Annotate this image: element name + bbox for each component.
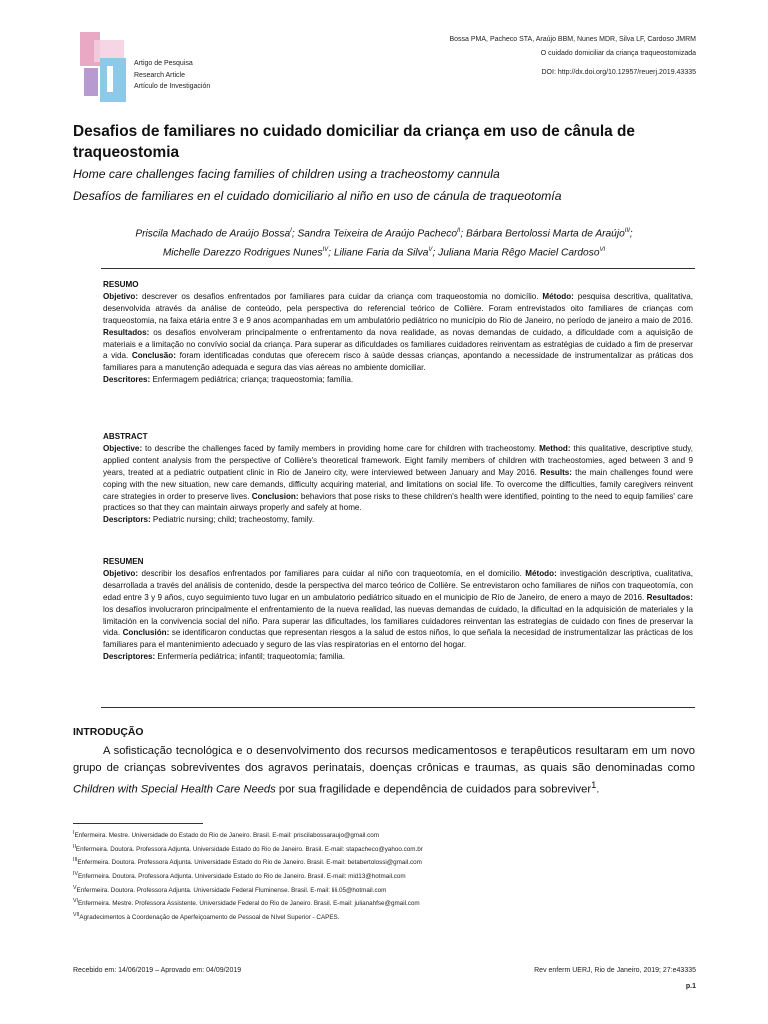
author-separator: ; [328, 247, 334, 259]
footnote-mark: II [73, 843, 76, 850]
footnote [73, 883, 633, 897]
author-name: Liliane Faria da Silva [333, 247, 429, 259]
footnote [73, 869, 633, 883]
footnote-text: Enfermeira. Doutora. Professora Adjunta. Universidade Federal Fluminense. Brasil. E-mail: lili.05@hotmail.com [76, 886, 387, 894]
abstract-en [103, 431, 693, 526]
footnote-mark: III [73, 857, 78, 864]
abstract-text: describir los desafíos enfrentados por familiares para cuidar al niño con traqueotomía, en el domicilio. [138, 568, 526, 578]
abstract-label: Objective: [103, 443, 143, 453]
footnote-mark: VII [73, 912, 80, 919]
running-header [449, 33, 696, 80]
abstract-text: this qualitative, descriptive study, applied content analysis from the perspective of Collière's theoretical framework. Eight family members of children with tracheostomies, aged between 3 and 9 years, treated at a pediatric outpatient clinic in Rio de Janeiro city, were interviewed between January and May 2016. [103, 443, 693, 477]
footnote-text: Enfermeira. Mestre. Professora Assistente. Universidade Federal do Rio de Janeiro. Brasil. E-mail: julianahfse@gmail.com [77, 900, 420, 908]
abstract-body [103, 568, 693, 651]
author-separator: ; [432, 247, 439, 259]
footnote [73, 828, 633, 842]
author-separator: ; [291, 228, 298, 240]
abstract-heading: ABSTRACT [103, 432, 148, 441]
author-name: Juliana Maria Rêgo Maciel Cardoso [438, 247, 600, 259]
footnote-mark: IV [73, 871, 78, 878]
footnote [73, 855, 633, 869]
author-affiliation-mark: V [428, 247, 433, 254]
article-type-es: Artículo de Investigación [134, 83, 211, 90]
article-title-es: Desafíos de familiares en el cuidado domiciliario al niño en uso de cánula de traqueotomía [73, 189, 562, 203]
footnote [73, 896, 633, 910]
abstract-heading: RESUMEN [103, 557, 144, 566]
abstract-label: Objetivo: [103, 568, 139, 578]
page-number: p.1 [685, 983, 696, 990]
abstract-heading: RESUMO [103, 280, 139, 289]
abstract-label: Results: [540, 467, 572, 477]
author-affiliation-mark: I [290, 228, 292, 234]
header-running-title: O cuidado domiciliar da criança traqueostomizada [540, 49, 696, 57]
received-dates: Recebido em: 14/06/2019 – Aprovado em: 04/09/2019 [73, 967, 242, 974]
footnote-rule [73, 823, 203, 824]
keywords-label: Descritores: [103, 375, 151, 385]
abstract-bottom-rule [101, 707, 695, 708]
article-title-en: Home care challenges facing families of children using a tracheostomy cannula [73, 167, 500, 181]
abstract-keywords [103, 651, 693, 663]
abstract-label: Resultados: [103, 327, 150, 337]
abstract-top-rule [101, 268, 695, 269]
abstract-label: Conclusão: [131, 351, 176, 361]
journal-citation: Rev enferm UERJ, Rio de Janeiro, 2019; 27:e43335 [534, 967, 696, 974]
author-name: Priscila Machado de Araújo Bossa [135, 228, 291, 240]
author-affiliation-mark: III [624, 228, 630, 234]
keywords-text: Pediatric nursing; child; tracheostomy, family. [150, 515, 315, 525]
author-affiliation-mark: VI [599, 247, 606, 254]
author-name: Michelle Darezzo Rodrigues Nunes [162, 247, 323, 259]
author-affiliation-mark: II [457, 228, 461, 234]
abstract-keywords [103, 514, 693, 526]
article-type-pt: Artigo de Pesquisa [134, 60, 193, 67]
footnote [73, 910, 633, 924]
intro-term: Children with Special Health Care Needs [73, 783, 276, 796]
footnote-mark: VI [73, 898, 78, 905]
doi-link[interactable]: DOI: http://dx.doi.org/10.12957/reuerj.2019.43335 [541, 69, 696, 76]
author-separator: ; [629, 228, 633, 240]
author-affiliation-mark: IV [322, 247, 329, 254]
article-type-en: Research Article [134, 71, 185, 79]
author-separator: ; [460, 228, 467, 240]
abstract-text: se identificaron conductas que representan riesgos a la salud de estos niños, lo que señala la necesidad de instrumentalizar las prácticas de los familiares para el mantenimiento adecuado y seguro de las vías respiratorias en el entorno del hogar. [103, 628, 693, 650]
abstract-es [103, 556, 693, 663]
author-name: Bárbara Bertolossi Marta de Araújo [466, 228, 625, 240]
footnote [73, 842, 633, 856]
abstract-label: Método: [542, 291, 574, 301]
footnote-text: Enfermeira. Doutora. Professora Adjunta. Universidade Estado do Rio de Janeiro. Brasil. E-mail: betabertolossi@gmail.com [77, 859, 422, 867]
footnote-text: Enfermeira. Mestre. Universidade do Estado do Rio de Janeiro. Brasil. E-mail: priscilabossaraujo@gmail.com [74, 832, 380, 840]
footnotes [73, 828, 633, 924]
abstract-text: los desafíos involucraron principalmente el enfrentamiento de la nueva realidad, las nuevas demandas de cuidado, la dificultad en la adquisición de materiales y la limitación en la convivencia social del niño. Para superar las dificultades, los familiares cuidadores reinventan las estrategias de cuidado con fines de preservar la vida. [103, 604, 693, 638]
abstract-label: Method: [539, 443, 571, 453]
abstract-text: descrever os desafios enfrentados por familiares para cuidar da criança com traqueostomia no domicílio. [138, 291, 543, 301]
section-heading-intro: INTRODUÇÃO [73, 727, 144, 738]
abstract-text: to describe the challenges faced by family members in providing home care for children with tracheostomy. [142, 443, 540, 453]
abstract-label: Conclusión: [122, 628, 170, 638]
header-authors: Bossa PMA, Pacheco STA, Araújo BBM, Nunes MDR, Silva LF, Cardoso JMRM [449, 36, 696, 43]
footnote-mark: V [73, 884, 77, 891]
author-list [73, 223, 695, 262]
intro-text: A sofisticação tecnológica e o desenvolvimento dos recursos medicamentosos e terapêuticos resultaram em um novo grupo de crianças sobreviventes dos agravos perinatais, doenças crônicas e traumas, as quais são denominadas como [73, 745, 695, 774]
intro-text: por sua fragilidade e dependência de cuidados para sobreviver [275, 783, 592, 796]
abstract-text: the main challenges found were coping with the new situation, new care demands, difficulty acquiring material, and limitations on social life. To overcome the difficulties, family caregivers reinvent care strategies in order to preserve lives. [103, 467, 693, 501]
author-name: Sandra Teixeira de Araújo Pacheco [297, 228, 458, 240]
keywords-text: Enfermería pediátrica; infantil; traqueotomía; familia. [155, 652, 346, 662]
abstract-label: Método: [525, 568, 557, 578]
keywords-text: Enfermagem pediátrica; criança; traqueostomia; família. [150, 375, 354, 385]
abstract-body [103, 291, 693, 374]
abstract-text: os desafios envolveram principalmente o enfrentamento da nova realidade, as novas demandas de cuidado, a dificuldade com a aquisição de materiais e a limitação no convívio social da criança. Para superar as dificuldades os familiares cuidadores reinventam as estratégias de cuidado a fim de preservar a vida. [103, 327, 693, 361]
footnote-text: Enfermeira. Doutora. Professora Adjunta. Universidade Estado do Rio de Janeiro. Brasil. E-mail: mid13@hotmail.com [77, 873, 406, 881]
footnote-text: Agradecimentos à Coordenação de Aperfeiçoamento de Pessoal de Nível Superior - CAPES. [79, 914, 340, 922]
intro-paragraph [73, 743, 695, 799]
abstract-label: Resultados: [646, 592, 693, 602]
abstract-text: pesquisa descritiva, qualitativa, desenvolvida através da análise de conteúdo, pela perspectiva do referencial teórico de Collière. Foram entrevistados oito familiares de crianças com traqueostomia, na faixa etária entre 3 e 9 anos acompanhadas em um ambulatório pediátrico no município do Rio de Janeiro, no período de janeiro a maio de 2016. [103, 291, 693, 325]
footnote-text: Enfermeira. Doutora. Professora Adjunta. Universidade Estado do Rio de Janeiro. Brasil. E-mail: stapacheco@yahoo.com.br [75, 845, 423, 853]
abstract-label: Conclusion: [251, 491, 299, 501]
abstract-keywords [103, 374, 693, 386]
abstract-text: foram identificadas condutas que oferecem risco à saúde dessas crianças, apontando a necessidade de instrumentalizar as práticas dos familiares para a manutenção adequada e segura das vias aéreas no ambiente domiciliar. [103, 351, 693, 373]
article-title: Desafios de familiares no cuidado domiciliar da criança em uso de cânula de traqueostomia [73, 123, 635, 161]
abstract-body [103, 443, 693, 514]
abstract-text: behaviors that pose risks to these children's health were identified, pointing to the need to equip families' care practices so that they can maintain airways properly and safely at home. [103, 491, 694, 513]
abstract-label: Objetivo: [103, 291, 139, 301]
abstract-text: investigación descriptiva, cualitativa, desarrollada a través del análisis de contenido, desde la perspectiva del marco teórico de Collière. Se entrevistaron ocho familiares de niños con traqueotomía, con edad entre 3 y 9 años, cuyo seguimiento tuvo lugar en un ambulatorio pediátrico situado en el municipio de Río de Janeiro, de enero a mayo de 2016. [103, 568, 693, 602]
keywords-label: Descriptors: [103, 515, 151, 525]
keywords-label: Descriptores: [103, 652, 156, 662]
article-type [134, 58, 210, 93]
journal-logo [80, 32, 128, 104]
reference-mark[interactable]: 1 [591, 780, 597, 790]
intro-text: . [596, 783, 600, 796]
footnote-mark: I [73, 830, 75, 836]
abstract-pt [103, 279, 693, 386]
